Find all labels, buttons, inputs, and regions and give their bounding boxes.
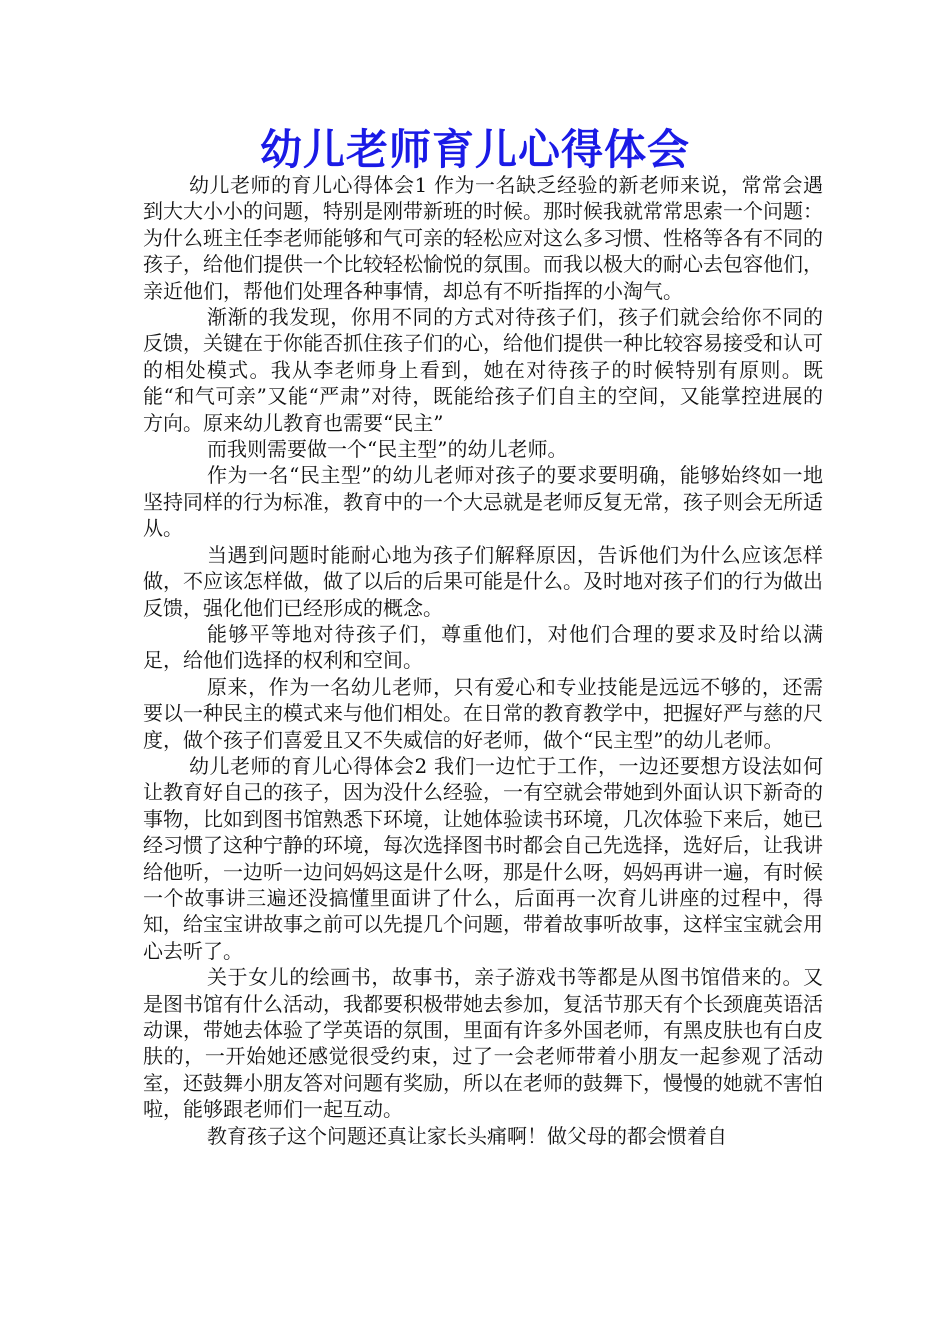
document-title: 幼儿老师育儿心得体会: [259, 125, 690, 174]
paragraph-8: 幼儿老师的育儿心得体会2 我们一边忙于工作，一边还要想方设法如何让教育好自己的孩子，因为没什么经验，一有空就会带她到外面认识下新奇的事物，比如到图书馆熟悉下环境，让她体验读书环境，几次体验下来后，她已经习惯了这种宁静的环境，每次选择图书时都会自己先选择，选好后，让我讲给他听，一边听一边问妈妈这是什么呀，那是什么呀，妈妈再讲一遍，有时候一个故事讲三遍还没搞懂里面讲了什么，后面再一次育儿讲座的过程中，得知，给宝宝讲故事之前可以先提几个问题，带着故事听故事，这样宝宝就会用心去听了。: [143, 753, 823, 963]
paragraph-1: 幼儿老师的育儿心得体会1 作为一名缺乏经验的新老师来说，常常会遇到大大小小的问题，特别是刚带新班的时候。那时候我就常常思索一个问题：为什么班主任李老师能够和气可亲的轻松应对这么多习惯、性格等各有不同的孩子，给他们提供一个比较轻松愉悦的氛围。而我以极大的耐心去包容他们，亲近他们，帮他们处理各种事情，却总有不听指挥的小淘气。: [143, 173, 823, 303]
paragraph-9: 关于女儿的绘画书，故事书，亲子游戏书等都是从图书馆借来的。又是图书馆有什么活动，我都要积极带她去参加，复活节那天有个长颈鹿英语活动课，带她去体验了学英语的氛围，里面有许多外国老师，有黑皮肤也有白皮肤的，一开始她还感觉很受约束，过了一会老师带着小朋友一起参观了活动室，还鼓舞小朋友答对问题有奖励，所以在老师的鼓舞下，慢慢的她就不害怕啦，能够跟老师们一起互动。: [143, 965, 823, 1122]
paragraph-3: 而我则需要做一个“民主型”的幼儿老师。: [207, 437, 568, 462]
paragraph-4: 作为一名“民主型”的幼儿老师对孩子的要求要明确，能够始终如一地坚持同样的行为标准，教育中的一个大忌就是老师反复无常，孩子则会无所适从。: [143, 463, 823, 541]
paragraph-2: 渐渐的我发现，你用不同的方式对待孩子们，孩子们就会给你不同的反馈，关键在于你能否抓住孩子们的心，给他们提供一种比较容易接受和认可的相处模式。我从李老师身上看到，她在对待孩子的时候特别有原则。既能“和气可亲”又能“严肃”对待，既能给孩子们自主的空间，又能掌控进展的方向。原来幼儿教育也需要“民主”: [143, 305, 823, 435]
paragraph-6: 能够平等地对待孩子们，尊重他们，对他们合理的要求及时给以满足，给他们选择的权利和空间。: [143, 621, 823, 673]
document-body: [143, 172, 823, 1149]
paragraph-7: 原来，作为一名幼儿老师，只有爱心和专业技能是远远不够的，还需要以一种民主的模式来与他们相处。在日常的教育教学中，把握好严与慈的尺度，做个孩子们喜爱且又不失威信的好老师，做个“民主型”的幼儿老师。: [143, 674, 823, 752]
paragraph-5: 当遇到问题时能耐心地为孩子们解释原因，告诉他们为什么应该怎样做，不应该怎样做，做了以后的后果可能是什么。及时地对孩子们的行为做出反馈，强化他们已经形成的概念。: [143, 542, 823, 620]
paragraph-10: 教育孩子这个问题还真让家长头痛啊！做父母的都会惯着自: [207, 1123, 727, 1148]
